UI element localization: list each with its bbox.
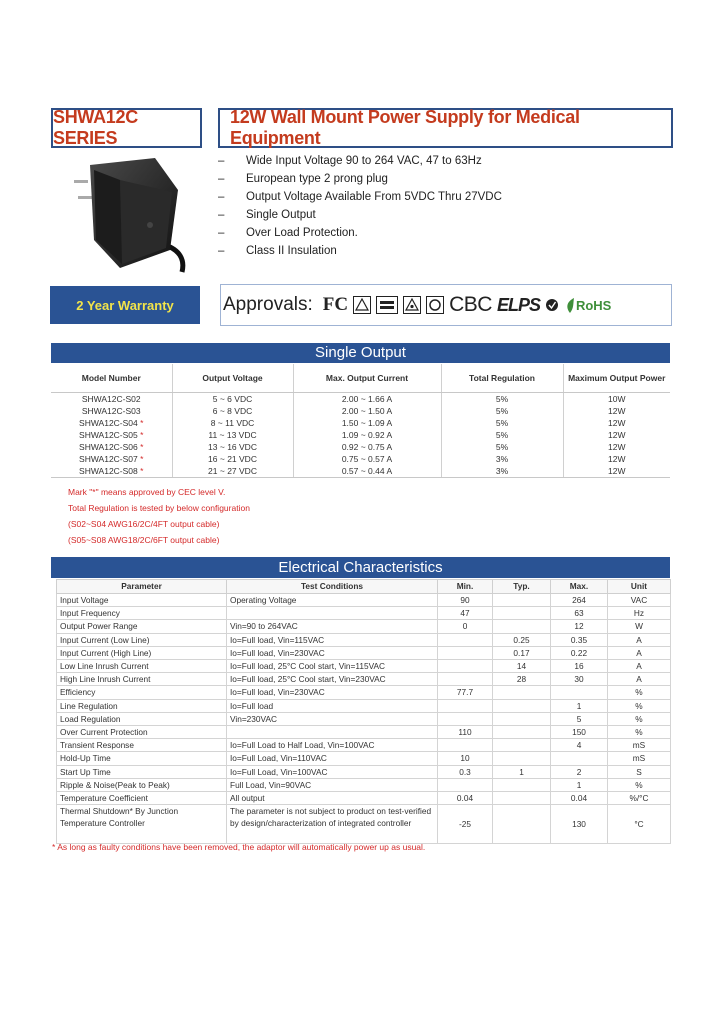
- cell-typ: [493, 607, 551, 620]
- table-row: [57, 660, 671, 673]
- cell-unit: VAC: [608, 594, 671, 607]
- cell-typ: [493, 778, 551, 791]
- cell-power: 12W: [563, 405, 670, 417]
- cell-unit: mS: [608, 752, 671, 765]
- col-total-regulation: Total Regulation: [441, 364, 563, 393]
- cell-min: [438, 646, 493, 659]
- cell-max: 1: [551, 699, 608, 712]
- cell-param: Line Regulation: [57, 699, 227, 712]
- col-max-output-current: Max. Output Current: [293, 364, 441, 393]
- cell-current: 0.92 ~ 0.75 A: [293, 441, 441, 453]
- cell-unit: %/°C: [608, 792, 671, 805]
- cell-max: 2: [551, 765, 608, 778]
- cell-cond: Full Load, Vin=90VAC: [227, 778, 438, 791]
- cell-min: 77.7: [438, 686, 493, 699]
- cell-max: 63: [551, 607, 608, 620]
- table-row: [51, 429, 670, 441]
- cell-voltage: 6 ~ 8 VDC: [172, 405, 293, 417]
- cell-typ: [493, 739, 551, 752]
- col-model-number: Model Number: [51, 364, 172, 393]
- cell-max: 5: [551, 712, 608, 725]
- cell-cond: Io=Full load, 25°C Cool start, Vin=115VAC: [227, 660, 438, 673]
- col-typ: Typ.: [493, 580, 551, 594]
- electrical-title: Electrical Characteristics: [51, 557, 670, 578]
- elps-logo: ELPS: [496, 294, 540, 315]
- cell-power: 12W: [563, 465, 670, 478]
- cell-cond: Io=Full load, Vin=230VAC: [227, 686, 438, 699]
- safety-mark-icon: [403, 296, 421, 314]
- col-output-voltage: Output Voltage: [172, 364, 293, 393]
- cell-max: [551, 752, 608, 765]
- single-output-title: Single Output: [51, 343, 670, 363]
- cell-param: Load Regulation: [57, 712, 227, 725]
- cell-param: Input Frequency: [57, 607, 227, 620]
- cell-max: 150: [551, 726, 608, 739]
- table-row: [57, 633, 671, 646]
- fcc-logo: FC: [322, 294, 349, 315]
- cell-max: 30: [551, 673, 608, 686]
- cell-cond: Vin=90 to 264VAC: [227, 620, 438, 633]
- cell-typ: 0.25: [493, 633, 551, 646]
- note-line: Mark "*" means approved by CEC level V.: [68, 487, 226, 497]
- cell-max: 0.22: [551, 646, 608, 659]
- cell-current: 1.09 ~ 0.92 A: [293, 429, 441, 441]
- cell-cond: Io=Full Load to Half Load, Vin=100VAC: [227, 739, 438, 752]
- cell-voltage: 5 ~ 6 VDC: [172, 393, 293, 406]
- col-max-output-power: Maximum Output Power: [563, 364, 670, 393]
- cell-unit: A: [608, 633, 671, 646]
- feature-item: – Output Voltage Available From 5VDC Thru 27VDC: [218, 191, 502, 203]
- cell-param: Efficiency: [57, 686, 227, 699]
- cell-power: 12W: [563, 453, 670, 465]
- cbc-logo: CBC: [449, 293, 492, 316]
- cell-typ: 0.17: [493, 646, 551, 659]
- cell-min: [438, 633, 493, 646]
- col-unit: Unit: [608, 580, 671, 594]
- single-output-table: [51, 364, 670, 478]
- cell-typ: [493, 726, 551, 739]
- cell-typ: [493, 712, 551, 725]
- note-line: (S02~S04 AWG16/2C/4FT output cable): [68, 519, 220, 529]
- cell-min: 0: [438, 620, 493, 633]
- table-row: [57, 712, 671, 725]
- cell-typ: [493, 792, 551, 805]
- electrical-table: [56, 579, 671, 844]
- table-row: [57, 765, 671, 778]
- product-image: [60, 150, 195, 280]
- table-row: [57, 739, 671, 752]
- page-title: 12W Wall Mount Power Supply for Medical Equipment: [218, 108, 673, 148]
- table-row: [57, 699, 671, 712]
- cell-max: 0.04: [551, 792, 608, 805]
- cell-current: 0.57 ~ 0.44 A: [293, 465, 441, 478]
- cell-voltage: 13 ~ 16 VDC: [172, 441, 293, 453]
- cell-typ: 1: [493, 765, 551, 778]
- table-row: [57, 686, 671, 699]
- features-list: [218, 152, 678, 260]
- cell-regulation: 5%: [441, 441, 563, 453]
- feature-item: – Single Output: [218, 209, 316, 221]
- series-label: SHWA12C SERIES: [51, 108, 202, 148]
- cell-param: Temperature Coefficient: [57, 792, 227, 805]
- energy-mark-icon: [545, 298, 559, 312]
- feature-item: – European type 2 prong plug: [218, 173, 388, 185]
- table-row: [57, 778, 671, 791]
- cell-max: 0.35: [551, 633, 608, 646]
- cell-max: 264: [551, 594, 608, 607]
- cell-model: SHWA12C-S05 *: [79, 430, 144, 440]
- cell-cond: All output: [227, 792, 438, 805]
- cell-max: 1: [551, 778, 608, 791]
- cell-typ: 28: [493, 673, 551, 686]
- cell-min: 90: [438, 594, 493, 607]
- cell-unit: S: [608, 765, 671, 778]
- cell-voltage: 11 ~ 13 VDC: [172, 429, 293, 441]
- cell-model: SHWA12C-S02: [81, 394, 141, 404]
- note-line: (S05~S08 AWG18/2C/6FT output cable): [68, 535, 220, 545]
- cell-current: 2.00 ~ 1.66 A: [293, 393, 441, 406]
- cell-min: [438, 660, 493, 673]
- cell-min: [438, 739, 493, 752]
- cb-mark-icon: [426, 296, 444, 314]
- table-row: [57, 594, 671, 607]
- col-test-conditions: Test Conditions: [227, 580, 438, 594]
- cell-param: Ripple & Noise(Peak to Peak): [57, 778, 227, 791]
- approvals-box: [220, 284, 672, 326]
- cell-cond: Io=Full Load, Vin=110VAC: [227, 752, 438, 765]
- cell-unit: %: [608, 778, 671, 791]
- cell-typ: [493, 752, 551, 765]
- cell-param: Input Current (High Line): [57, 646, 227, 659]
- table-header-row: [51, 364, 670, 393]
- table-header-row: [57, 580, 671, 594]
- cell-min: [438, 673, 493, 686]
- cell-param: Input Current (Low Line): [57, 633, 227, 646]
- col-parameter: Parameter: [57, 580, 227, 594]
- cell-cond: [227, 726, 438, 739]
- table-row: [57, 805, 671, 844]
- cell-unit: A: [608, 646, 671, 659]
- cell-typ: 14: [493, 660, 551, 673]
- cell-regulation: 5%: [441, 429, 563, 441]
- cell-regulation: 5%: [441, 417, 563, 429]
- cell-model: SHWA12C-S08 *: [51, 465, 172, 478]
- feature-item: – Wide Input Voltage 90 to 264 VAC, 47 to 63Hz: [218, 155, 482, 167]
- cell-current: 0.75 ~ 0.57 A: [293, 453, 441, 465]
- cell-model: SHWA12C-S04 *: [79, 418, 144, 428]
- cell-min: 0.3: [438, 765, 493, 778]
- cell-min: [438, 778, 493, 791]
- cell-voltage: 8 ~ 11 VDC: [172, 417, 293, 429]
- cell-typ: [493, 620, 551, 633]
- cell-unit: W: [608, 620, 671, 633]
- cell-max: 12: [551, 620, 608, 633]
- feature-item: – Class II Insulation: [218, 245, 337, 257]
- cell-model: SHWA12C-S07 *: [79, 454, 144, 464]
- cell-power: 12W: [563, 417, 670, 429]
- warranty-badge: 2 Year Warranty: [50, 286, 200, 324]
- cell-param: Input Voltage: [57, 594, 227, 607]
- cell-cond: Io=Full load, 25°C Cool start, Vin=230VAC: [227, 673, 438, 686]
- cell-cond: Io=Full load, Vin=230VAC: [227, 646, 438, 659]
- cell-unit: mS: [608, 739, 671, 752]
- cell-typ: [493, 594, 551, 607]
- footnote: * As long as faulty conditions have been removed, the adaptor will automatically power up as usual.: [52, 842, 426, 852]
- cell-voltage: 16 ~ 21 VDC: [172, 453, 293, 465]
- cell-unit: %: [608, 726, 671, 739]
- cell-param: Output Power Range: [57, 620, 227, 633]
- cell-unit: °C: [608, 805, 671, 844]
- cell-min: 47: [438, 607, 493, 620]
- table-row: [57, 646, 671, 659]
- table-row: [57, 726, 671, 739]
- cell-param: High Line Inrush Current: [57, 673, 227, 686]
- cell-regulation: 3%: [441, 465, 563, 478]
- cell-max: 130: [551, 805, 608, 844]
- cell-min: 10: [438, 752, 493, 765]
- table-row: [51, 453, 670, 465]
- table-row: [51, 465, 670, 478]
- cell-cond: Io=Full load: [227, 699, 438, 712]
- cell-typ: [493, 699, 551, 712]
- approvals-label: Approvals:: [223, 294, 313, 315]
- cell-max: 4: [551, 739, 608, 752]
- pse-mark-icon: [376, 296, 398, 314]
- cell-cond: Io=Full load, Vin=115VAC: [227, 633, 438, 646]
- cell-power: 10W: [563, 393, 670, 406]
- table-row: [51, 393, 670, 406]
- cell-regulation: 5%: [441, 393, 563, 406]
- cell-model: SHWA12C-S03: [81, 406, 141, 416]
- cell-unit: %: [608, 712, 671, 725]
- table-row: [57, 673, 671, 686]
- cell-current: 1.50 ~ 1.09 A: [293, 417, 441, 429]
- single-output-notes: [68, 484, 250, 548]
- cell-unit: A: [608, 660, 671, 673]
- cell-param: Low Line Inrush Current: [57, 660, 227, 673]
- table-row: [57, 620, 671, 633]
- rohs-logo: RoHS: [564, 296, 611, 314]
- cell-min: [438, 712, 493, 725]
- cell-max: 16: [551, 660, 608, 673]
- cell-min: 110: [438, 726, 493, 739]
- cell-unit: A: [608, 673, 671, 686]
- cell-regulation: 5%: [441, 405, 563, 417]
- cell-min: [438, 699, 493, 712]
- cell-unit: %: [608, 686, 671, 699]
- cell-typ: [493, 805, 551, 844]
- table-row: [51, 405, 670, 417]
- cell-param: Transient Response: [57, 739, 227, 752]
- cell-regulation: 3%: [441, 453, 563, 465]
- table-row: [57, 752, 671, 765]
- warning-triangle-icon: [353, 296, 371, 314]
- cell-cond: Io=Full Load, Vin=100VAC: [227, 765, 438, 778]
- cell-power: 12W: [563, 429, 670, 441]
- cell-param: Thermal Shutdown* By Junction Temperature Controller: [57, 805, 227, 844]
- cell-param: Over Current Protection: [57, 726, 227, 739]
- table-row: [51, 417, 670, 429]
- table-row: [51, 441, 670, 453]
- cell-cond: [227, 607, 438, 620]
- table-row: [57, 607, 671, 620]
- cell-model: SHWA12C-S06 *: [79, 442, 144, 452]
- cell-voltage: 21 ~ 27 VDC: [172, 465, 293, 478]
- cell-typ: [493, 686, 551, 699]
- cell-unit: %: [608, 699, 671, 712]
- cell-param: Start Up Time: [57, 765, 227, 778]
- cell-cond: The parameter is not subject to product on test-verified by design/characterization of integrated controller: [227, 805, 438, 844]
- col-max: Max.: [551, 580, 608, 594]
- cell-unit: Hz: [608, 607, 671, 620]
- cell-current: 2.00 ~ 1.50 A: [293, 405, 441, 417]
- cell-cond: Vin=230VAC: [227, 712, 438, 725]
- cell-param: Hold-Up Time: [57, 752, 227, 765]
- note-line: Total Regulation is tested by below configuration: [68, 503, 250, 513]
- cell-min: -25: [438, 805, 493, 844]
- cell-max: [551, 686, 608, 699]
- col-min: Min.: [438, 580, 493, 594]
- cell-min: 0.04: [438, 792, 493, 805]
- feature-item: – Over Load Protection.: [218, 227, 358, 239]
- cell-cond: Operating Voltage: [227, 594, 438, 607]
- cell-power: 12W: [563, 441, 670, 453]
- table-row: [57, 792, 671, 805]
